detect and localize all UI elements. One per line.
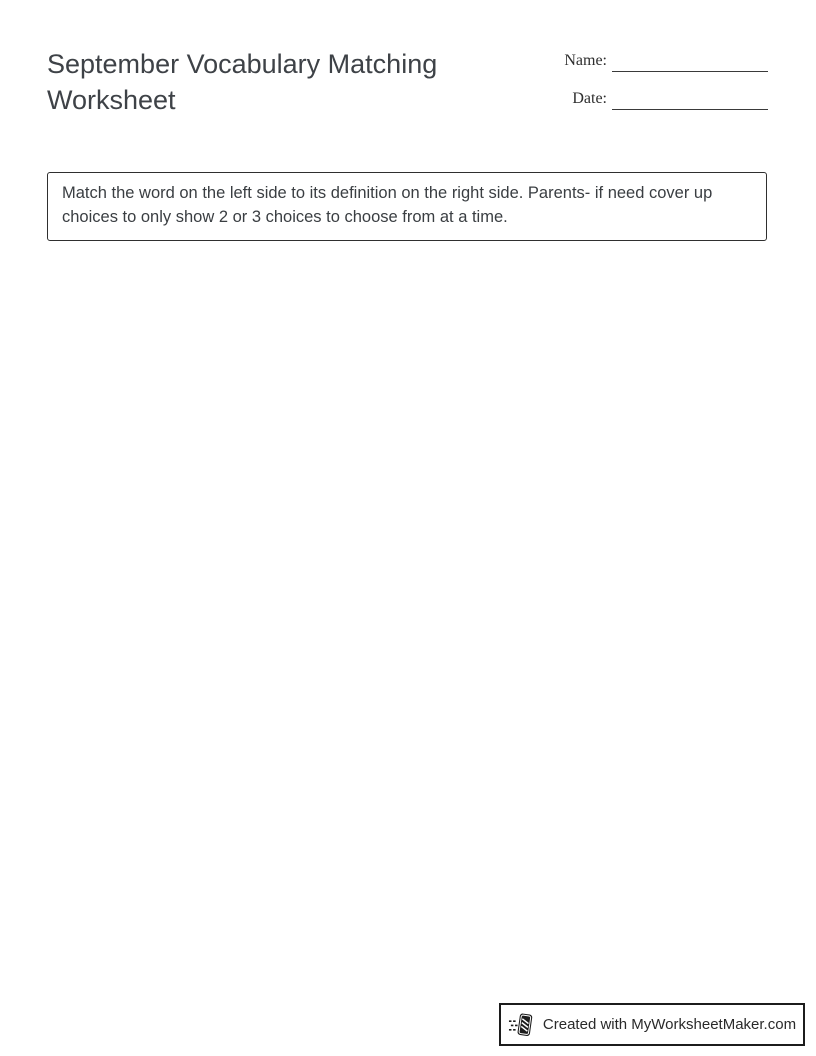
date-field-row [555, 88, 768, 110]
worksheet-maker-logo-icon [508, 1011, 534, 1039]
date-blank-line [612, 88, 768, 110]
name-blank-line [612, 50, 768, 72]
page-title: September Vocabulary Matching Worksheet [47, 49, 438, 115]
name-field-row [555, 50, 768, 72]
name-label: Name: [564, 52, 607, 69]
instructions-box [47, 172, 767, 241]
header-fields [555, 50, 768, 110]
instructions-text: Match the word on the left side to its definition on the right side. Parents- if need cover up choices to only show 2 or 3 choices to choose from at a time. [62, 184, 713, 226]
credit-text: Created with MyWorksheetMaker.com [542, 1016, 797, 1033]
date-label: Date: [572, 90, 607, 107]
credit-badge [499, 1003, 805, 1046]
